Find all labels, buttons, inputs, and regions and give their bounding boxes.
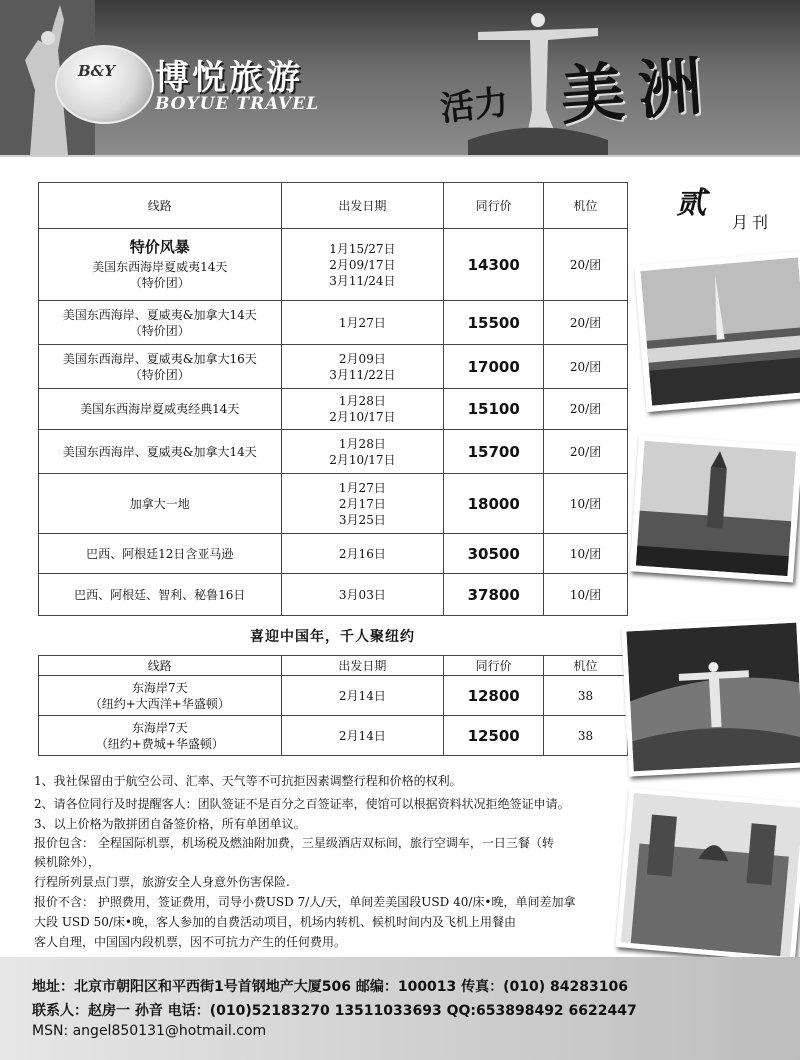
col-route-header: 线路 xyxy=(39,656,282,676)
route-note: （特价团） xyxy=(129,323,190,338)
date: 2月10/17日 xyxy=(329,452,396,467)
table-row xyxy=(39,474,628,534)
date-cell: 2月14日 xyxy=(281,716,444,756)
table-header-row xyxy=(39,183,628,229)
note-line: 客人自理，中国国内段机票，因不可抗力产生的任何费用。 xyxy=(34,935,347,949)
date-cell xyxy=(281,345,444,389)
route-name: 美国东西海岸、夏威夷&加拿大14天 xyxy=(62,307,257,322)
table-row xyxy=(39,430,628,474)
seats-cell: 20/团 xyxy=(544,430,628,474)
table-row xyxy=(39,229,628,301)
footer-contact-line: 联系人：赵房一 孙音 电话：(010)52183270 13511033693 QQ:653898492 6622447 xyxy=(32,1003,637,1019)
date-cell: 3月03日 xyxy=(281,574,444,616)
table-header-row xyxy=(39,656,628,676)
price-cell: 15500 xyxy=(444,301,544,345)
date-cell: 1月27日 xyxy=(281,301,444,345)
table-row xyxy=(39,716,628,756)
table-row xyxy=(39,301,628,345)
price-cell: 18000 xyxy=(444,474,544,534)
price-cell: 12500 xyxy=(444,716,544,756)
price-cell: 15100 xyxy=(444,389,544,430)
price-cell: 14300 xyxy=(444,229,544,301)
route-note: （特价团） xyxy=(129,275,190,290)
table-row xyxy=(39,574,628,616)
note-line: 行程所列景点门票，旅游安全人身意外伤害保险. xyxy=(34,875,290,889)
seats-cell: 20/团 xyxy=(544,345,628,389)
brand-name-en: BOYUE TRAVEL xyxy=(155,94,320,114)
footer-contact xyxy=(0,957,800,1060)
price-cell: 15700 xyxy=(444,430,544,474)
note-line: 3、以上价格为散拼团自备签价格，所有单团单议。 xyxy=(34,817,306,831)
seats-cell: 20/团 xyxy=(544,389,628,430)
table-row xyxy=(39,676,628,716)
note-line: 候机除外）， xyxy=(34,855,101,869)
col-price-header: 同行价 xyxy=(444,656,544,676)
note-line: 大段 USD 50/床•晚，客人参加的自费活动项目，机场内转机、候机时间内及飞机上用餐由 xyxy=(34,915,516,929)
tagline-small: 活力 xyxy=(438,82,511,130)
col-route-header: 线路 xyxy=(39,183,282,229)
date: 1月27日 xyxy=(338,480,386,495)
col-date-header: 出发日期 xyxy=(281,183,444,229)
route-note: （纽约+费城+华盛顿） xyxy=(95,736,224,751)
date: 3月11/22日 xyxy=(329,367,396,382)
price-cell: 37800 xyxy=(444,574,544,616)
route-cell xyxy=(39,676,282,716)
seats-cell: 20/团 xyxy=(544,229,628,301)
tagline-big: 美洲 xyxy=(558,49,719,135)
date: 1月28日 xyxy=(338,394,386,408)
seats-cell: 20/团 xyxy=(544,301,628,345)
brand-name-cn: 博悦旅游 xyxy=(155,58,303,98)
date: 2月10/17日 xyxy=(329,410,396,424)
note-line: 1、我社保留由于航空公司、汇率、天气等不可抗拒因素调整行程和价格的权利。 xyxy=(34,774,462,788)
cathedral-photo xyxy=(615,787,800,962)
route-cell xyxy=(39,301,282,345)
date: 2月17日 xyxy=(338,496,386,511)
date-cell xyxy=(281,474,444,534)
special-offer-label: 特价风暴 xyxy=(129,237,190,256)
parliament-hill-photo xyxy=(629,434,800,582)
issue-type: 月刊 xyxy=(732,213,773,232)
route-cell xyxy=(39,229,282,301)
route-cell xyxy=(39,716,282,756)
route-name: 东海岸7天 xyxy=(131,720,188,735)
route-cell: 加拿大一地 xyxy=(39,474,282,534)
route-name: 东海岸7天 xyxy=(131,680,188,695)
col-seats-header: 机位 xyxy=(544,656,628,676)
date: 3月11/24日 xyxy=(329,273,396,288)
route-name: 美国东西海岸、夏威夷&加拿大16天 xyxy=(62,351,257,366)
tour-price-table xyxy=(38,182,628,616)
date: 1月15/27日 xyxy=(329,241,396,256)
christ-redeemer-photo xyxy=(621,617,800,776)
price-cell: 30500 xyxy=(444,534,544,574)
route-cell: 美国东西海岸、夏威夷&加拿大14天 xyxy=(39,430,282,474)
table-row xyxy=(39,345,628,389)
seats-cell: 38 xyxy=(544,716,628,756)
seats-cell: 10/团 xyxy=(544,534,628,574)
date: 1月28日 xyxy=(338,436,386,451)
date-cell xyxy=(281,229,444,301)
note-line: 报价包含： 全程国际机票，机场税及燃油附加费，三星级酒店双标间，旅行空调车，一日三餐（转 xyxy=(34,836,554,850)
price-cell: 12800 xyxy=(444,676,544,716)
route-cell: 美国东西海岸夏威夷经典14天 xyxy=(39,389,282,430)
route-cell: 巴西、阿根廷、智利、秘鲁16日 xyxy=(39,574,282,616)
note-line: 2、请各位同行及时提醒客人：团队签证不是百分之百签证率，使馆可以根据资料状况拒绝签证申请。 xyxy=(34,797,570,811)
date-cell: 2月14日 xyxy=(281,676,444,716)
brand-logo xyxy=(55,45,154,124)
date: 3月25日 xyxy=(338,512,386,527)
issue-number: 贰 xyxy=(676,186,706,221)
logo-mark: B&Y xyxy=(78,62,115,80)
route-note: （纽约+大西洋+华盛顿） xyxy=(89,696,230,711)
table-row xyxy=(39,534,628,574)
date-cell: 2月16日 xyxy=(281,534,444,574)
col-date-header: 出发日期 xyxy=(281,656,444,676)
seats-cell: 10/团 xyxy=(544,474,628,534)
footer-msn[interactable]: MSN: angel850131@hotmail.com xyxy=(32,1023,267,1039)
washington-monument-photo xyxy=(634,251,800,412)
date: 2月09/17日 xyxy=(329,257,396,272)
date: 2月09日 xyxy=(338,351,386,366)
col-price-header: 同行价 xyxy=(444,183,544,229)
seats-cell: 38 xyxy=(544,676,628,716)
col-seats-header: 机位 xyxy=(544,183,628,229)
footer-address: 地址：北京市朝阳区和平西街1号首钢地产大厦506 邮编：100013 传真：(010) 84283106 xyxy=(32,979,628,995)
date-cell xyxy=(281,430,444,474)
route-cell: 巴西、阿根廷12日含亚马逊 xyxy=(39,534,282,574)
date-cell xyxy=(281,389,444,430)
table-row xyxy=(39,389,628,430)
note-line: 报价不含： 护照费用，签证费用，司导小费USD 7/人/天，单间差美国段USD 40/床•晚，单间差加拿 xyxy=(34,895,576,909)
new-york-tour-table xyxy=(38,655,628,756)
seats-cell: 10/团 xyxy=(544,574,628,616)
route-cell xyxy=(39,345,282,389)
header-banner xyxy=(0,0,800,155)
route-note: （特价团） xyxy=(129,367,190,382)
section-title: 喜迎中国年，千人聚纽约 xyxy=(250,629,415,645)
route-name: 美国东西海岸夏威夷14天 xyxy=(92,259,228,274)
price-cell: 17000 xyxy=(444,345,544,389)
